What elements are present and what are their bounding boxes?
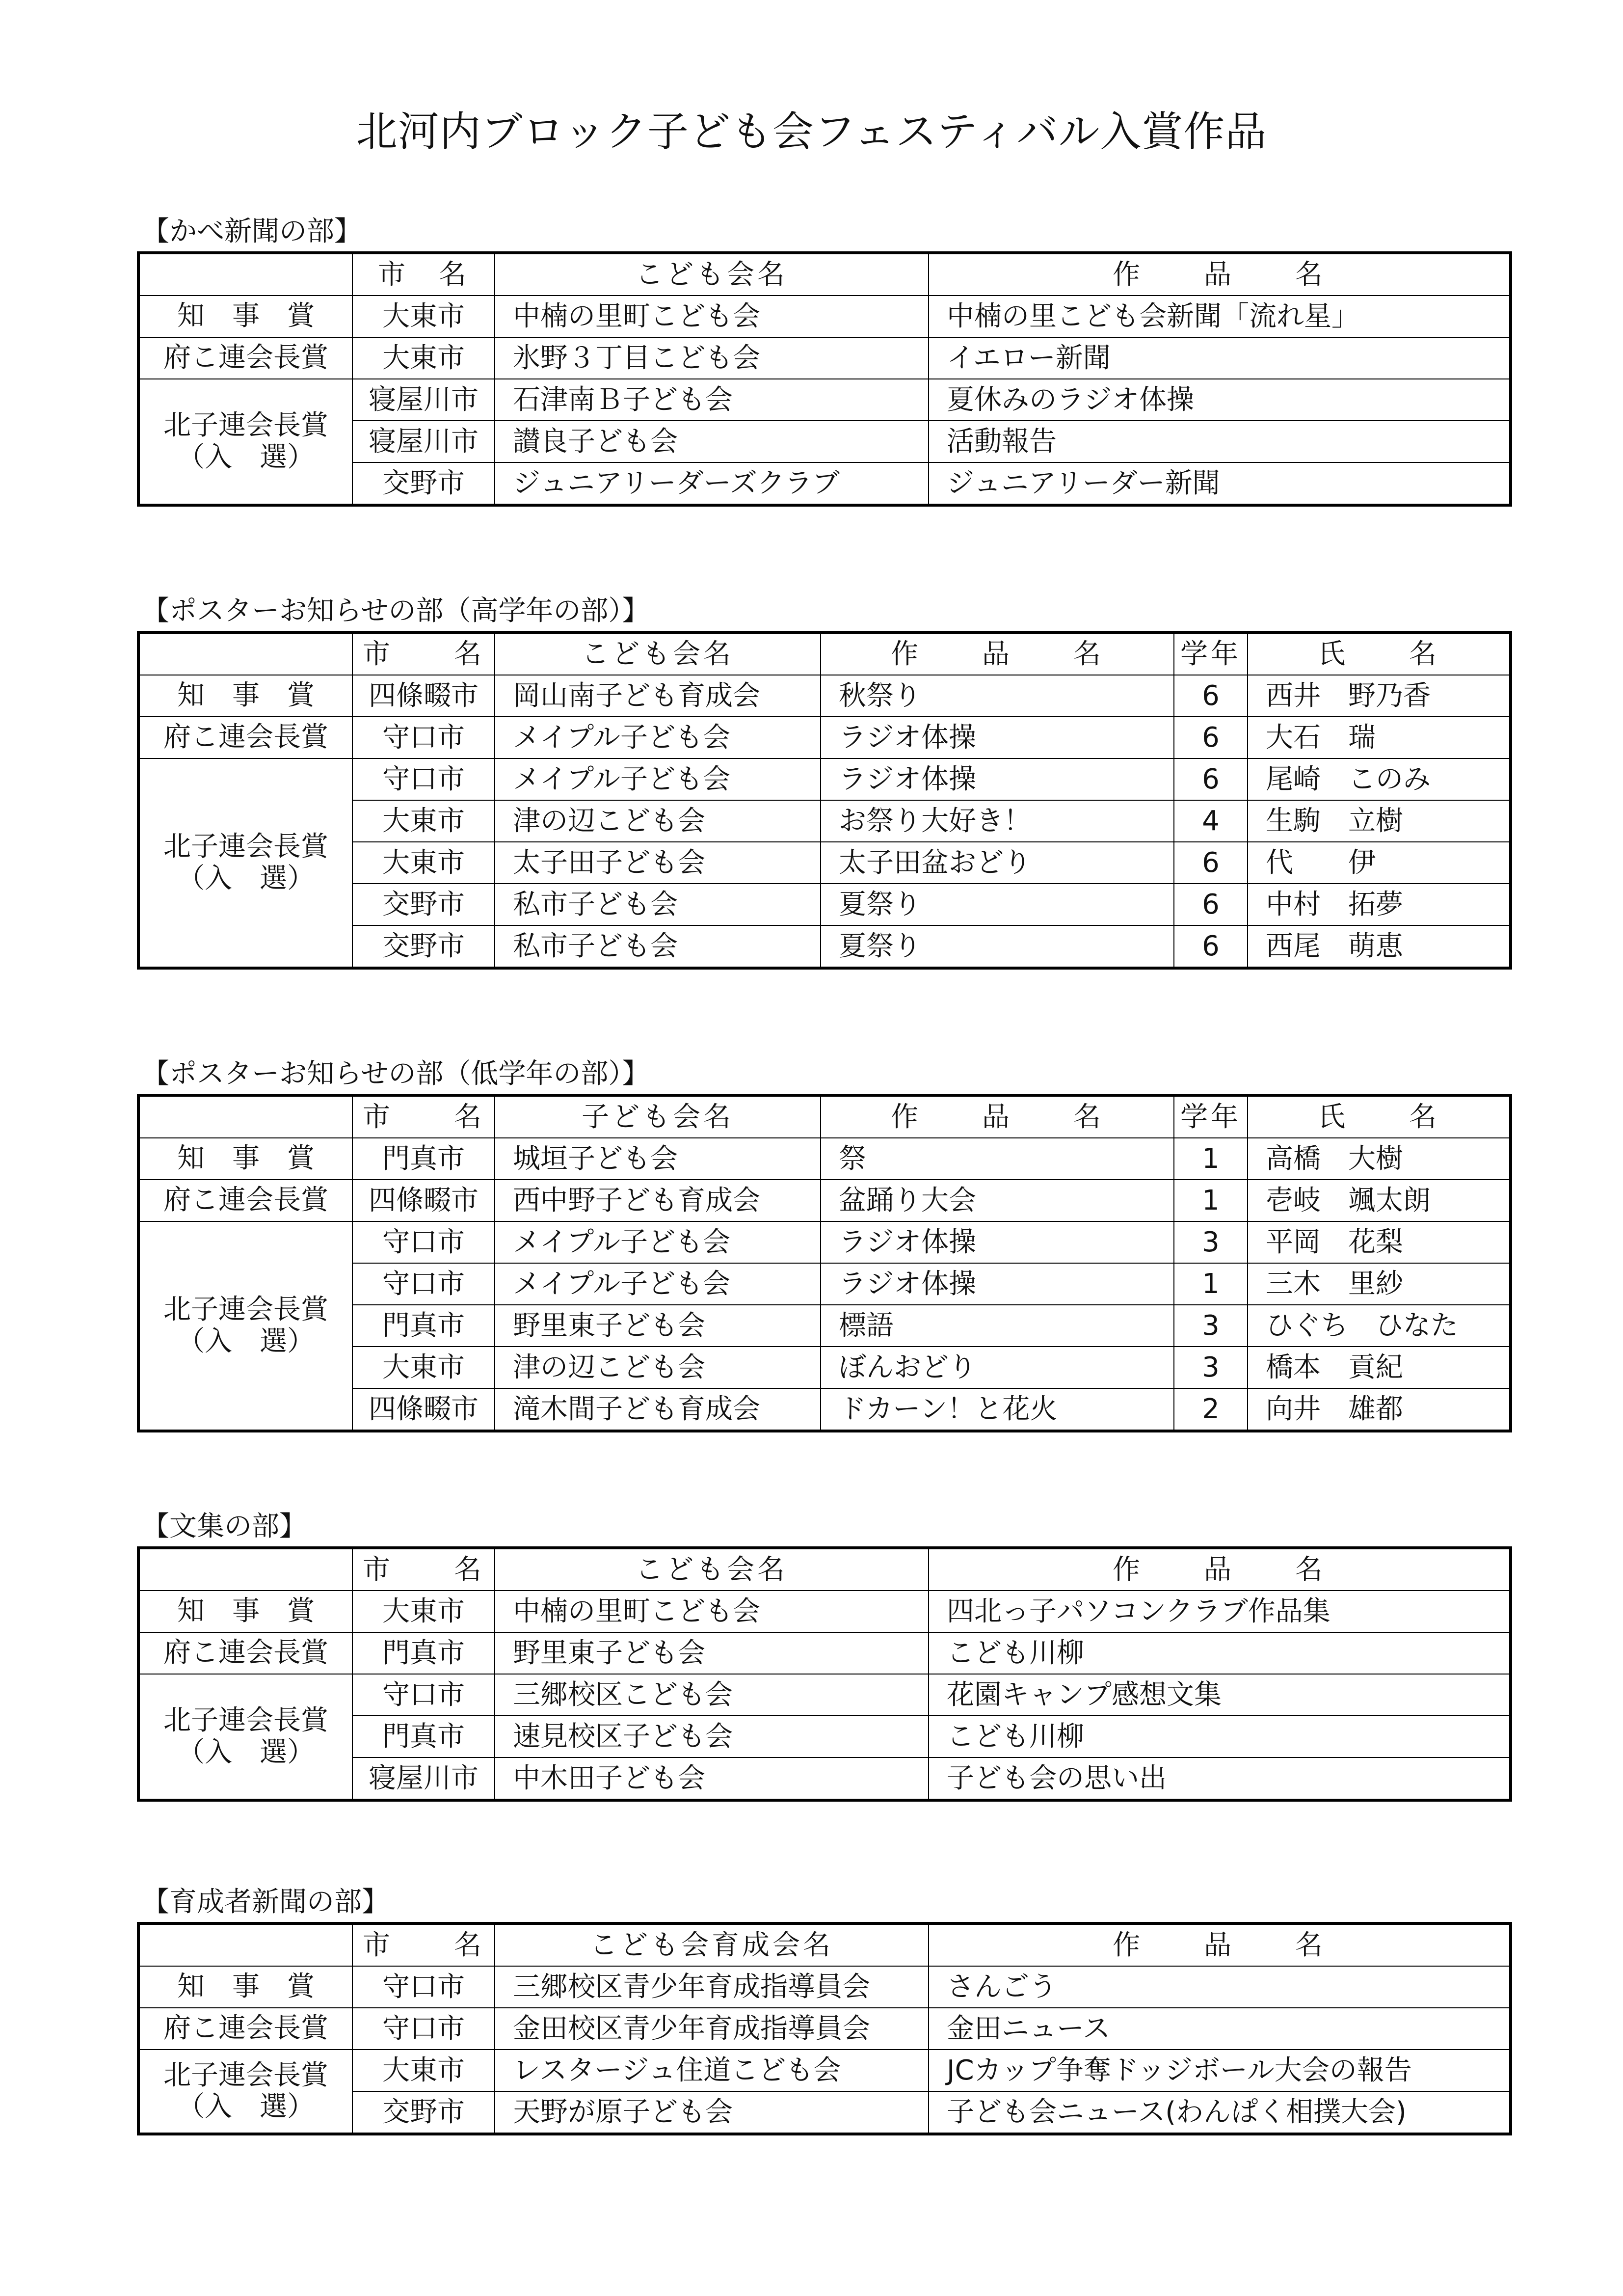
section-5: [137, 1883, 1509, 2135]
award-label: 知 事 賞: [177, 300, 315, 332]
work-cell: 金田ニュース: [929, 2008, 1511, 2050]
column-header: 市 名: [352, 632, 495, 675]
city-cell: 守口市: [352, 2008, 495, 2050]
grade-cell: 6: [1174, 842, 1248, 884]
city-cell: 交野市: [352, 925, 495, 968]
club-cell: ジュニアリーダーズクラブ: [495, 462, 929, 505]
club-cell: 岡山南子ども育成会: [495, 675, 821, 717]
column-header: 市 名: [352, 1923, 495, 1966]
work-cell: 四北っ子パソコンクラブ作品集: [929, 1591, 1511, 1632]
grade-cell: 1: [1174, 1263, 1248, 1305]
work-cell: こども川柳: [929, 1632, 1511, 1674]
table-row: [138, 1966, 1511, 2008]
section-title: 【かべ新聞の部】: [142, 216, 362, 247]
grade-cell: 3: [1174, 1305, 1248, 1347]
grade-cell: 6: [1174, 884, 1248, 925]
award-cell: [138, 1674, 352, 1800]
club-cell: 石津南Ｂ子ども会: [495, 379, 929, 421]
work-cell: ぼんおどり: [821, 1347, 1174, 1388]
table-header-row: [138, 632, 1511, 675]
name-cell: 生駒 立樹: [1248, 800, 1511, 842]
table-row: [138, 1221, 1511, 1263]
table-header-row: [138, 1548, 1511, 1591]
table-header-row: [138, 1095, 1511, 1138]
table-row: [138, 675, 1511, 717]
table-row: [138, 1632, 1511, 1674]
table-header-row: [138, 1923, 1511, 1966]
city-cell: 大東市: [352, 842, 495, 884]
name-cell: 平岡 花梨: [1248, 1221, 1511, 1263]
city-cell: 四條畷市: [352, 1388, 495, 1431]
table-row: [138, 717, 1511, 758]
name-cell: 西尾 萌恵: [1248, 925, 1511, 968]
city-cell: 守口市: [352, 717, 495, 758]
award-label: 北子連会長賞: [163, 409, 328, 442]
work-cell: 子ども会の思い出: [929, 1757, 1511, 1800]
section-4: [137, 1507, 1509, 1802]
city-cell: 門真市: [352, 1305, 495, 1347]
club-cell: レスタージュ住道こども会: [495, 2050, 929, 2091]
column-header: 作 品 名: [821, 1095, 1174, 1138]
club-cell: メイプル子ども会: [495, 717, 821, 758]
city-cell: 寝屋川市: [352, 379, 495, 421]
city-cell: 四條畷市: [352, 675, 495, 717]
city-cell: 守口市: [352, 1966, 495, 2008]
city-cell: 守口市: [352, 1674, 495, 1716]
city-cell: 大東市: [352, 800, 495, 842]
award-label: 北子連会長賞: [163, 1704, 328, 1737]
name-cell: 代 伊: [1248, 842, 1511, 884]
table-header-row: [138, 253, 1511, 296]
award-label: 北子連会長賞: [163, 1294, 328, 1326]
table-row: [138, 2050, 1511, 2091]
club-cell: 私市子ども会: [495, 925, 821, 968]
city-cell: 守口市: [352, 1221, 495, 1263]
awards-table: [137, 251, 1512, 507]
work-cell: 標語: [821, 1305, 1174, 1347]
work-cell: 花園キャンプ感想文集: [929, 1674, 1511, 1716]
work-cell: ラジオ体操: [821, 758, 1174, 800]
award-label: 知 事 賞: [177, 1971, 315, 2003]
work-cell: 子ども会ニュース(わんぱく相撲大会): [929, 2091, 1511, 2134]
table-row: [138, 1591, 1511, 1632]
section-3: [137, 1054, 1509, 1432]
column-header: [138, 1923, 352, 1966]
work-cell: こども川柳: [929, 1716, 1511, 1757]
name-cell: 西井 野乃香: [1248, 675, 1511, 717]
club-cell: メイプル子ども会: [495, 758, 821, 800]
work-cell: ラジオ体操: [821, 1221, 1174, 1263]
work-cell: ジュニアリーダー新聞: [929, 462, 1511, 505]
club-cell: メイプル子ども会: [495, 1221, 821, 1263]
column-header: [138, 253, 352, 296]
club-cell: 金田校区青少年育成指導員会: [495, 2008, 929, 2050]
column-header: [138, 632, 352, 675]
work-cell: イエロー新聞: [929, 337, 1511, 379]
section-title: 【ポスターお知らせの部（高学年の部）】: [142, 595, 650, 627]
award-label: 府こ連会長賞: [163, 342, 328, 374]
award-cell: [138, 296, 352, 337]
city-cell: 大東市: [352, 1347, 495, 1388]
club-cell: 讃良子ども会: [495, 421, 929, 462]
club-cell: 津の辺こども会: [495, 1347, 821, 1388]
club-cell: メイプル子ども会: [495, 1263, 821, 1305]
work-cell: 秋祭り: [821, 675, 1174, 717]
work-cell: 夏休みのラジオ体操: [929, 379, 1511, 421]
section-title: 【文集の部】: [142, 1511, 307, 1542]
section-title: 【育成者新聞の部】: [142, 1886, 389, 1918]
award-label: 府こ連会長賞: [163, 1184, 328, 1216]
grade-cell: 6: [1174, 717, 1248, 758]
city-cell: 門真市: [352, 1716, 495, 1757]
name-cell: 向井 雄都: [1248, 1388, 1511, 1431]
work-cell: 夏祭り: [821, 925, 1174, 968]
award-cell: [138, 1591, 352, 1632]
column-header: [138, 1095, 352, 1138]
city-cell: 大東市: [352, 337, 495, 379]
club-cell: 中楠の里町こども会: [495, 296, 929, 337]
award-label: 府こ連会長賞: [163, 1637, 328, 1669]
column-header: 子ども会名: [495, 1095, 821, 1138]
name-cell: 中村 拓夢: [1248, 884, 1511, 925]
column-header: 氏 名: [1248, 1095, 1511, 1138]
award-cell: [138, 1221, 352, 1431]
column-header: こども会名: [495, 632, 821, 675]
award-cell: [138, 1138, 352, 1180]
table-row: [138, 296, 1511, 337]
column-header: 学年: [1174, 1095, 1248, 1138]
work-cell: JCカップ争奪ドッジボール大会の報告: [929, 2050, 1511, 2091]
table-row: [138, 337, 1511, 379]
award-cell: [138, 379, 352, 505]
award-label: 府こ連会長賞: [163, 2012, 328, 2045]
name-cell: 高橋 大樹: [1248, 1138, 1511, 1180]
column-header: 学年: [1174, 632, 1248, 675]
work-cell: 太子田盆おどり: [821, 842, 1174, 884]
city-cell: 門真市: [352, 1632, 495, 1674]
award-label: （入 選）: [177, 2091, 315, 2123]
club-cell: 氷野３丁目こども会: [495, 337, 929, 379]
city-cell: 大東市: [352, 2050, 495, 2091]
column-header: 市 名: [352, 253, 495, 296]
club-cell: 太子田子ども会: [495, 842, 821, 884]
column-header: 氏 名: [1248, 632, 1511, 675]
column-header: 市 名: [352, 1095, 495, 1138]
club-cell: 天野が原子ども会: [495, 2091, 929, 2134]
work-cell: 祭: [821, 1138, 1174, 1180]
column-header: こども会育成会名: [495, 1923, 929, 1966]
name-cell: 橋本 貢紀: [1248, 1347, 1511, 1388]
city-cell: 寝屋川市: [352, 1757, 495, 1800]
name-cell: ひぐち ひなた: [1248, 1305, 1511, 1347]
column-header: こども会名: [495, 253, 929, 296]
city-cell: 大東市: [352, 1591, 495, 1632]
grade-cell: 3: [1174, 1347, 1248, 1388]
column-header: 作 品 名: [929, 1548, 1511, 1591]
city-cell: 門真市: [352, 1138, 495, 1180]
award-label: （入 選）: [177, 1325, 315, 1357]
award-cell: [138, 1632, 352, 1674]
table-row: [138, 1180, 1511, 1221]
city-cell: 交野市: [352, 2091, 495, 2134]
club-cell: 中楠の里町こども会: [495, 1591, 929, 1632]
page-title: 北河内ブロック子ども会フェスティバル入賞作品: [356, 108, 1267, 156]
club-cell: 三郷校区青少年育成指導員会: [495, 1966, 929, 2008]
table-row: [138, 758, 1511, 800]
name-cell: 大石 瑞: [1248, 717, 1511, 758]
award-cell: [138, 717, 352, 758]
column-header: 作 品 名: [929, 1923, 1511, 1966]
work-cell: さんごう: [929, 1966, 1511, 2008]
grade-cell: 6: [1174, 925, 1248, 968]
club-cell: 速見校区子ども会: [495, 1716, 929, 1757]
column-header: 作 品 名: [821, 632, 1174, 675]
award-cell: [138, 758, 352, 968]
grade-cell: 3: [1174, 1221, 1248, 1263]
club-cell: 野里東子ども会: [495, 1632, 929, 1674]
awards-table: [137, 1546, 1512, 1802]
award-label: 北子連会長賞: [163, 831, 328, 863]
work-cell: お祭り大好き！: [821, 800, 1174, 842]
work-cell: 中楠の里こども会新聞「流れ星」: [929, 296, 1511, 337]
award-cell: [138, 2050, 352, 2134]
column-header: こども会名: [495, 1548, 929, 1591]
award-label: （入 選）: [177, 862, 315, 894]
section-title: 【ポスターお知らせの部（低学年の部）】: [142, 1058, 650, 1090]
grade-cell: 6: [1174, 675, 1248, 717]
name-cell: 壱岐 颯太朗: [1248, 1180, 1511, 1221]
club-cell: 城垣子ども会: [495, 1138, 821, 1180]
name-cell: 尾崎 このみ: [1248, 758, 1511, 800]
club-cell: 津の辺こども会: [495, 800, 821, 842]
table-row: [138, 1674, 1511, 1716]
award-label: （入 選）: [177, 1736, 315, 1768]
award-cell: [138, 337, 352, 379]
city-cell: 守口市: [352, 1263, 495, 1305]
club-cell: 野里東子ども会: [495, 1305, 821, 1347]
grade-cell: 1: [1174, 1138, 1248, 1180]
awards-table: [137, 1094, 1512, 1432]
award-label: 知 事 賞: [177, 679, 315, 712]
column-header: [138, 1548, 352, 1591]
city-cell: 守口市: [352, 758, 495, 800]
grade-cell: 2: [1174, 1388, 1248, 1431]
city-cell: 寝屋川市: [352, 421, 495, 462]
awards-table: [137, 1922, 1512, 2135]
city-cell: 交野市: [352, 884, 495, 925]
award-label: 北子連会長賞: [163, 2059, 328, 2091]
award-label: 知 事 賞: [177, 1595, 315, 1627]
work-cell: ドカーン！と花火: [821, 1388, 1174, 1431]
work-cell: 盆踊り大会: [821, 1180, 1174, 1221]
club-cell: 私市子ども会: [495, 884, 821, 925]
table-row: [138, 1138, 1511, 1180]
table-row: [138, 2008, 1511, 2050]
work-cell: ラジオ体操: [821, 717, 1174, 758]
award-cell: [138, 1180, 352, 1221]
awards-table: [137, 631, 1512, 970]
award-label: （入 選）: [177, 441, 315, 473]
work-cell: 夏祭り: [821, 884, 1174, 925]
club-cell: 西中野子ども育成会: [495, 1180, 821, 1221]
city-cell: 大東市: [352, 296, 495, 337]
table-row: [138, 379, 1511, 421]
grade-cell: 1: [1174, 1180, 1248, 1221]
award-label: 知 事 賞: [177, 1142, 315, 1175]
city-cell: 交野市: [352, 462, 495, 505]
column-header: 市 名: [352, 1548, 495, 1591]
award-cell: [138, 675, 352, 717]
award-label: 府こ連会長賞: [163, 721, 328, 754]
club-cell: 三郷校区こども会: [495, 1674, 929, 1716]
club-cell: 中木田子ども会: [495, 1757, 929, 1800]
award-cell: [138, 2008, 352, 2050]
city-cell: 四條畷市: [352, 1180, 495, 1221]
work-cell: 活動報告: [929, 421, 1511, 462]
grade-cell: 6: [1174, 758, 1248, 800]
column-header: 作 品 名: [929, 253, 1511, 296]
work-cell: ラジオ体操: [821, 1263, 1174, 1305]
club-cell: 滝木間子ども育成会: [495, 1388, 821, 1431]
section-1: [137, 212, 1509, 507]
name-cell: 三木 里紗: [1248, 1263, 1511, 1305]
section-2: [137, 592, 1509, 970]
award-cell: [138, 1966, 352, 2008]
grade-cell: 4: [1174, 800, 1248, 842]
